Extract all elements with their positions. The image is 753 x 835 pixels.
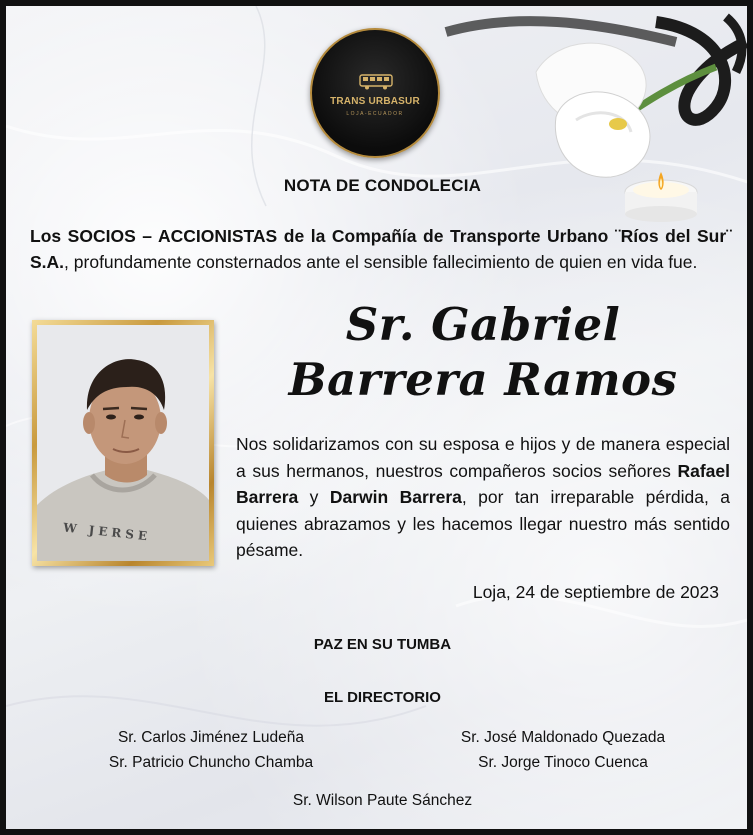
- sibling-name-2: Darwin Barrera: [329, 487, 462, 507]
- shirt-print: W JERSE: [62, 520, 152, 544]
- member-name: Sr. José Maldonado Quezada: [460, 729, 666, 746]
- signature-title: EL DIRECTORIO: [324, 689, 441, 706]
- message-part1: Nos solidarizamos con su esposa e hijos y de manera especial a sus hermanos, nuestros compañeros socios señores: [236, 434, 730, 481]
- message-part2: y: [298, 487, 330, 507]
- photo-frame: [32, 320, 214, 566]
- message-part3: , por tan irreparable pérdida, a quienes abrazamos y les hacemos llegar nuestro más sentido pésame.: [236, 487, 730, 560]
- closing-phrase: PAZ EN SU TUMBA: [313, 636, 452, 653]
- condolence-message: [236, 431, 730, 564]
- member-name: Sr. Patricio Chuncho Chamba: [108, 754, 314, 771]
- member-name: Sr. Carlos Jiménez Ludeña: [117, 729, 305, 746]
- intro-lead: Los SOCIOS – ACCIONISTAS de la Compañía de Transporte Urbano ¨Ríos del Sur¨ S.A.: [30, 226, 732, 272]
- intro-paragraph: [30, 223, 732, 275]
- deceased-name-line2: Barrera Ramos: [288, 353, 678, 406]
- intro-rest: , profundamente consternados ante el sensible fallecimiento de quien en vida fue.: [64, 252, 698, 272]
- sibling-name-1: Rafael Barrera: [236, 460, 730, 507]
- member-name: Sr. Wilson Paute Sánchez: [292, 792, 473, 809]
- bus-icon: [359, 73, 393, 91]
- deceased-name-line1: Sr. Gabriel: [345, 298, 621, 351]
- member-name: Sr. Jorge Tinoco Cuenca: [478, 754, 648, 771]
- mourning-ribbon: [446, 21, 676, 42]
- page-title: NOTA DE CONDOLECIA: [283, 176, 482, 195]
- portrait-photo: [37, 325, 209, 561]
- logo-subtitle: LOJA-ECUADOR: [346, 111, 404, 117]
- company-logo: [310, 28, 440, 158]
- date-line: Loja, 24 de septiembre de 2023: [472, 582, 719, 602]
- logo-name: TRANS URBASUR: [330, 96, 420, 107]
